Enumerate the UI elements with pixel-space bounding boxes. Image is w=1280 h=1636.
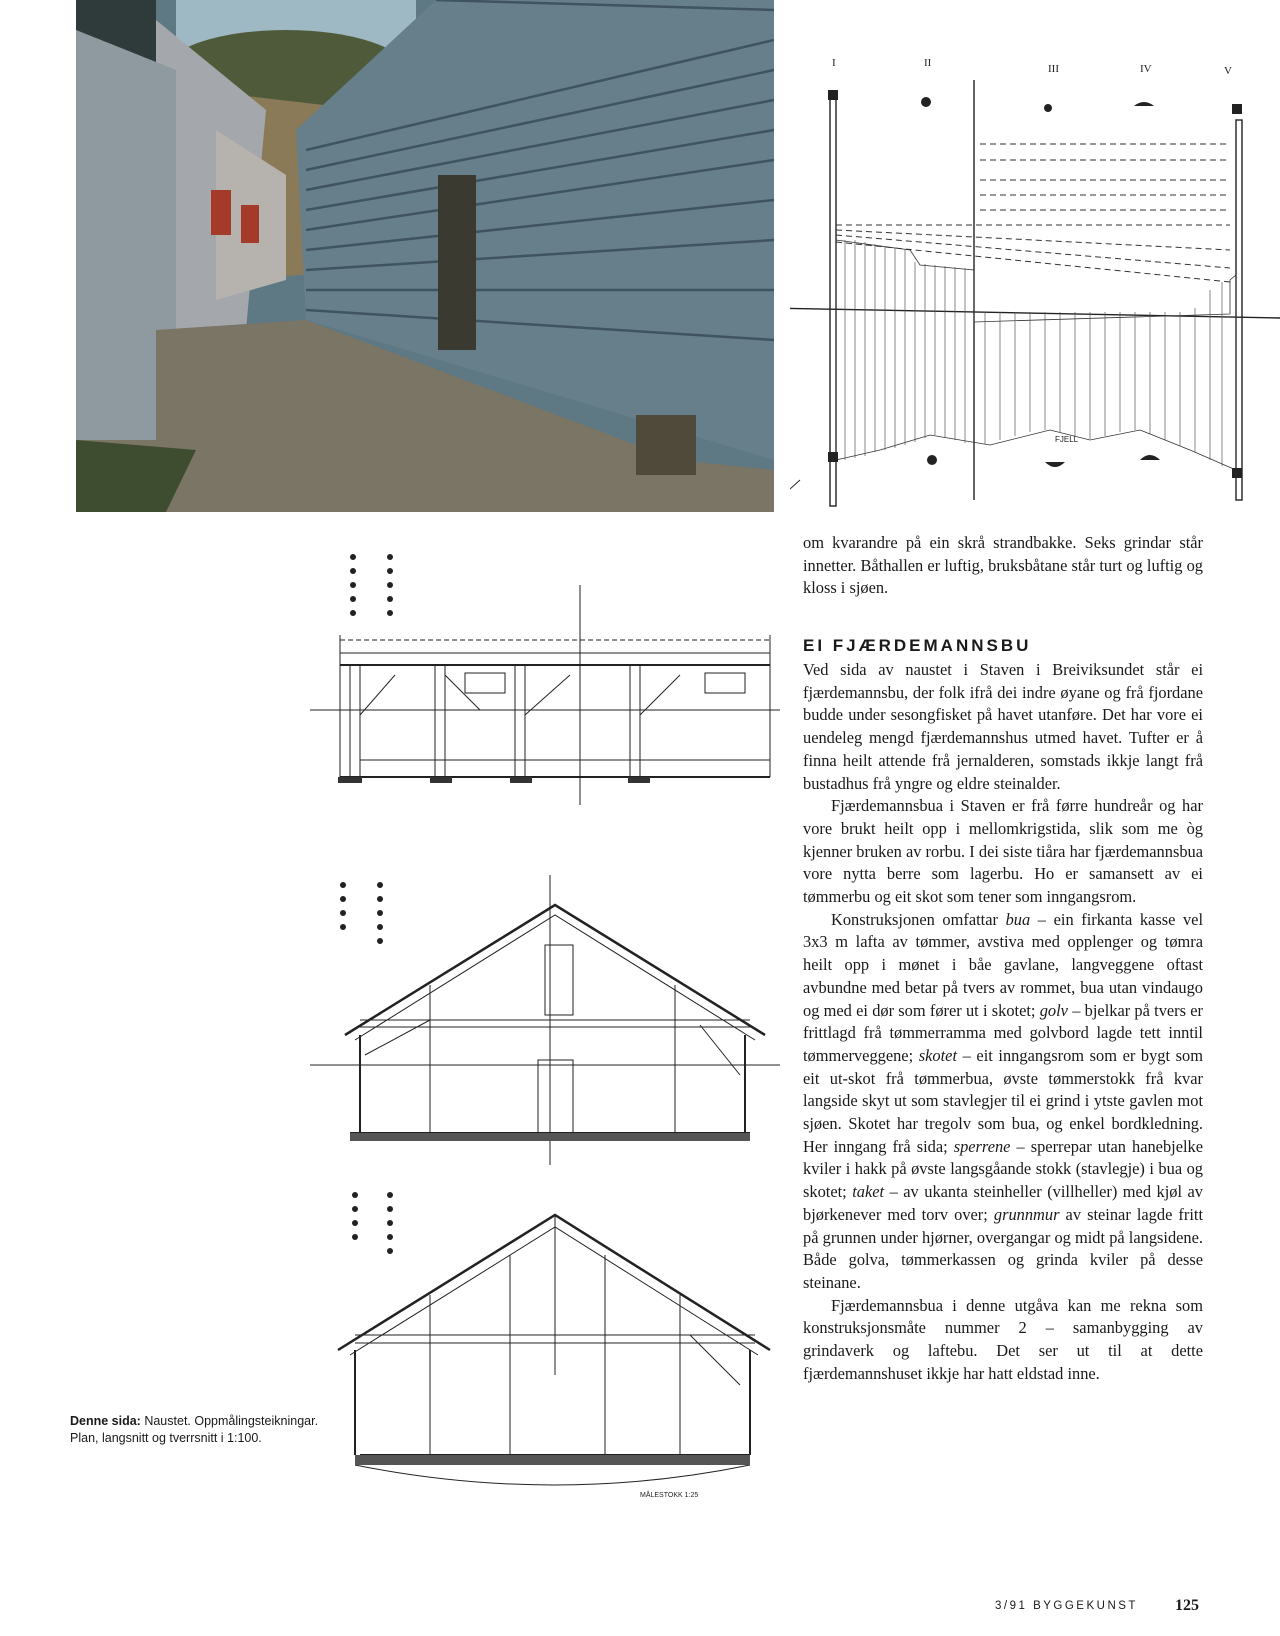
- p3-b: – bjelkar på tvers er frittlagd frå tømmerramma med golvbord lagde tett inntil tømmerveggene;: [803, 1000, 1203, 1065]
- term-taket: taket: [852, 1182, 885, 1202]
- plan-label-iii: III: [1048, 63, 1059, 75]
- longitudinal-section: [310, 545, 780, 815]
- p3-c: – eit inngangsrom som er bygt som eit ut-skot frå tømmerbua, øvste tømmerstokk frå kvar langside skyt ut som stavlegjer til ei grind i ytste gavlen mot sjøen. Skotet har tregolv som bua, og enkel bordkledning. Her inngang frå sida;: [803, 1045, 1203, 1156]
- paragraph-3: [803, 909, 1203, 1295]
- plan-label-i: I: [832, 57, 836, 69]
- plan-drawing: [790, 50, 1280, 520]
- paragraph-4: Fjærdemannsbua i denne utgåva kan me rekna som konstruksjonsmåte nummer 2 – samanbygging av grindaverk og laftebu. Det ser ut til at dette fjærdemannshuset ikkje har hatt eldstad inne.: [803, 1295, 1203, 1383]
- term-golv: golv: [1039, 1000, 1068, 1020]
- section-heading: EI FJÆRDEMANNSBU: [803, 636, 1032, 655]
- article-body: [803, 659, 1203, 1386]
- p3-a: – ein firkanta kasse vel 3x3 m lafta av tømmer, avstiva med opplenger og tømra heilt opp i mønet i båe gavlane, langveggene oftast avbundne med betar på tvers av rommet, bua utan vindaugo og med ei dør som fører ut i skotet;: [803, 909, 1203, 1020]
- paragraph-2: Fjærdemannsbua i Staven er frå førre hundreår og har vore brukt heilt opp i mellomkrigstida, slik som me òg kjenner bruken av rorbu. I dei siste tiåra har fjærdemannsbua vore nytta berre som lagerbu. Ho er samansett av ei tømmerbu og eit skot som tener som inngangsrom.: [803, 796, 1203, 907]
- caption-text: Naustet. Oppmålingsteikningar. Plan, langsnitt og tverrsnitt i 1:100.: [70, 1414, 319, 1445]
- plan-label-ii: II: [924, 57, 932, 69]
- p3-f: av steinar lagde fritt på grunnen under hjørner, overgangar og midt på langsidene. Både golva, tømmerkassen og grinda kviler på desse steinane.: [803, 1204, 1204, 1292]
- caption-bold: Denne sida:: [70, 1414, 141, 1428]
- section-scale-label: MÅLESTOKK 1:25: [640, 1492, 699, 1499]
- boathouse-photo: [76, 0, 774, 512]
- term-skotet: skotet: [918, 1045, 957, 1065]
- p3-e: – av ukanta steinheller (villheller) med kjøl av bjørkenever med torv over;: [803, 1182, 1203, 1224]
- p3-lead: Konstruksjonen omfattar: [831, 909, 1006, 929]
- p3-d: – sperrepar utan hanebjelke kviler i hakk på øvste langsgåande stokk (stavlegje) i bua og skotet;: [803, 1136, 1203, 1202]
- plan-ground-label: FJELL: [1055, 435, 1079, 444]
- intro-text: om kvarandre på ein skrå strandbakke. Seks grindar står innetter. Båthallen er luftig, bruksbåtane står turt og luftig og kloss i sjøen.: [803, 533, 1203, 598]
- term-bua: bua: [1005, 909, 1031, 929]
- term-grunnmur: grunnmur: [993, 1204, 1060, 1224]
- term-sperrene: sperrene: [953, 1136, 1011, 1156]
- figure-caption: [70, 1413, 320, 1446]
- plan-label-v: V: [1224, 65, 1232, 77]
- cross-section-2: [310, 1185, 780, 1510]
- paragraph-1: Ved sida av naustet i Staven i Breiviksundet står ei fjærdemannsbu, der folk ifrå dei indre øyane og frå fjordane budde under sesongfisket på havet utanføre. Det har vore ei uendeleg mengd fjærdemannshus utmed havet. Tufter er å finna heilt attende frå jernalderen, somstads ikkje langt frå bustadhus frå yngre og eldre steinalder.: [803, 660, 1203, 793]
- cross-section-1: [310, 875, 780, 1170]
- page-number: 125: [1175, 1597, 1199, 1614]
- plan-label-iv: IV: [1140, 63, 1152, 75]
- footer-text: 3/91 BYGGEKUNST: [995, 1600, 1138, 1612]
- intro-paragraph: [803, 532, 1203, 600]
